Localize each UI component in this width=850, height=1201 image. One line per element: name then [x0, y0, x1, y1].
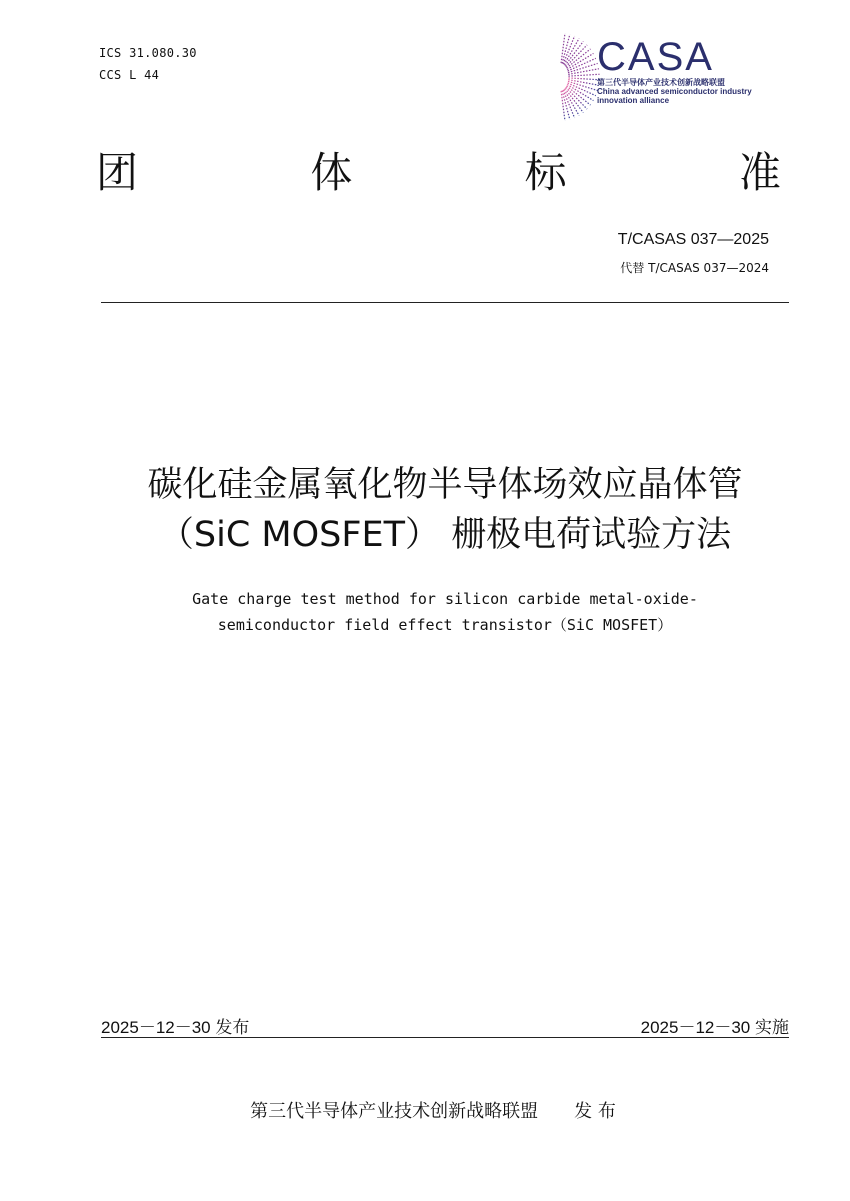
- title-en-line-1: Gate charge test method for silicon carbide metal-oxide-: [192, 590, 698, 608]
- title-cn-line-1: 碳化硅金属氧化物半导体场效应晶体管: [147, 465, 743, 505]
- standard-type-heading: [96, 148, 781, 198]
- logo-arc-stroke: [564, 89, 579, 115]
- logo-arc-stroke: [568, 74, 599, 76]
- ccs-code: CCS L 44: [99, 68, 160, 82]
- standard-type-char: 团: [96, 148, 139, 197]
- standard-type-char: 标: [524, 148, 567, 197]
- footer-divider: [101, 1037, 789, 1038]
- logo-arc-stroke: [561, 33, 565, 63]
- title-cn-line-2: （SiC MOSFET） 栅极电荷试验方法: [158, 515, 732, 555]
- logo-arc-stroke: [564, 38, 579, 64]
- logo-arc-stroke: [568, 58, 596, 71]
- publisher-name: 第三代半导体产业技术创新战略联盟: [250, 1101, 539, 1122]
- publish-date: 2025－12－30 发布: [101, 1018, 250, 1037]
- standard-type-char: 体: [310, 148, 353, 197]
- logo-subtitle-en-2: innovation alliance: [597, 96, 670, 105]
- logo-arc-stroke: [568, 78, 599, 80]
- logo-arc-stroke: [568, 80, 599, 86]
- logo-arc-stroke: [568, 69, 599, 75]
- publish-action: 发 布: [574, 1101, 616, 1122]
- standard-replaces: 代替 T/CASAS 037—2024: [620, 261, 769, 275]
- logo-arc-stroke: [567, 85, 593, 101]
- title-english: [0, 586, 850, 638]
- header-divider: [101, 302, 789, 303]
- publisher-line: [0, 1097, 850, 1123]
- logo-title: CASA: [597, 35, 714, 79]
- implement-date: 2025－12－30 实施: [640, 1018, 789, 1037]
- logo-subtitle-cn: 第三代半导体产业技术创新战略联盟: [597, 78, 725, 87]
- logo-arc-stroke: [567, 53, 593, 69]
- logo-arc-stroke: [566, 49, 590, 68]
- standard-number: T/CASAS 037—2025: [617, 231, 769, 248]
- ics-code: ICS 31.080.30: [99, 46, 197, 60]
- logo-arc-stroke: [568, 83, 596, 96]
- logo-arc-stroke: [566, 86, 590, 105]
- classification-codes: [99, 42, 197, 86]
- title-chinese: [0, 460, 850, 560]
- standard-type-char: 准: [738, 148, 781, 197]
- logo-text-block: [597, 36, 752, 105]
- logo-subtitle-en-1: China advanced semiconductor industry: [597, 87, 752, 96]
- title-en-line-2: semiconductor field effect transistor（SiC MOSFET）: [217, 616, 673, 634]
- logo-arc-stroke: [561, 91, 565, 121]
